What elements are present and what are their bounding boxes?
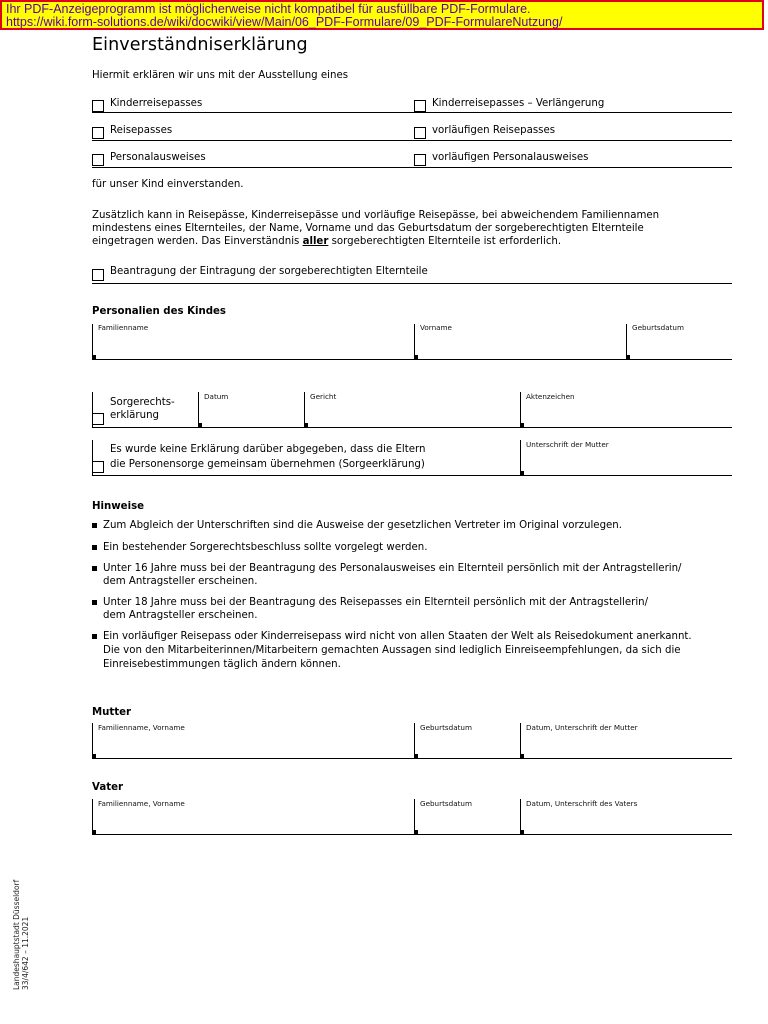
field-underline [92,359,732,360]
emphasis-aller: aller [302,236,329,247]
kind-familienname-input[interactable] [93,332,413,358]
beantragung-label: Beantragung der Eintragung der sorgeberechtigten Elternteile [110,266,428,277]
hinweis-item: Zum Abgleich der Unterschriften sind die Ausweise der gesetzlichen Vertreter im Original vorzulegen. [103,520,622,531]
sorgerecht-label-2: erklärung [110,410,159,421]
pdf-compatibility-banner [0,0,764,30]
vater-heading: Vater [92,782,124,793]
unterschrift-mutter-input[interactable] [521,450,732,474]
bullet-icon [92,523,97,528]
keine-erklaerung-line-1: Es wurde keine Erklärung darüber abgegeben, dass die Eltern [110,444,426,455]
beantragung-checkbox[interactable] [92,269,104,281]
kind-vorname-input[interactable] [415,332,625,358]
divider [92,167,732,168]
consent-text: für unser Kind einverstanden. [92,179,244,190]
kinderreisepass-checkbox[interactable] [92,100,104,112]
additional-line-3-end: sorgeberechtigten Elternteile ist erforderlich. [328,236,562,247]
vater-unterschrift-label: Datum, Unterschrift des Vaters [526,799,638,808]
vater-name-input[interactable] [93,809,413,833]
hinweis-item: Ein vorläufiger Reisepass oder Kinderreisepass wird nicht von allen Staaten der Welt als Reisedokument anerkannt. [103,631,692,642]
kind-geburtsdatum-input[interactable] [627,332,732,358]
mutter-name-label: Familienname, Vorname [98,723,185,732]
hinweise-heading: Hinweise [92,501,145,512]
sorgerecht-gericht-input[interactable] [305,402,519,426]
field-underline [92,427,732,428]
aktenzeichen-label: Aktenzeichen [526,392,575,401]
divider [92,140,732,141]
vater-name-label: Familienname, Vorname [98,799,185,808]
kinderreisepass-verlaengerung-label: Kinderreisepasses – Verlängerung [432,98,605,109]
sorgerecht-label-1: Sorgerechts- [110,397,175,408]
form-reference [12,870,30,990]
familienname-label: Familienname [98,323,149,332]
hinweis-item: Unter 18 Jahre muss bei der Beantragung des Reisepasses ein Elternteil persönlich mit der Antragstellerin/ [103,597,649,608]
hinweis-item: Unter 16 Jahre muss bei der Beantragung des Personalausweises ein Elternteil persönlich mit der Antragstellerin/ [103,563,682,574]
kinderreisepass-label: Kinderreisepasses [110,98,203,109]
personalausweis-label: Personalausweises [110,152,206,163]
hinweis-item-continued: dem Antragsteller erscheinen. [103,610,258,621]
bullet-icon [92,545,97,550]
mutter-name-input[interactable] [93,733,413,757]
geburtsdatum-label: Geburtsdatum [632,323,684,332]
vorname-label: Vorname [420,323,452,332]
hinweis-item-continued: Die von den Mitarbeiterinnen/Mitarbeitern gemachten Aussagen sind lediglich Einreiseempfehlungen, da sich die [103,645,681,656]
field-underline [92,475,732,476]
hinweis-item-continued: Einreisebestimmungen täglich ändern können. [103,659,341,670]
bullet-icon [92,566,97,571]
reisepass-label: Reisepasses [110,125,173,136]
datum-label: Datum [204,392,229,401]
mutter-geburtsdatum-input[interactable] [415,733,519,757]
keine-erklaerung-checkbox[interactable] [92,461,104,473]
banner-link[interactable]: https://wiki.form-solutions.de/wiki/docwiki/view/Main/06_PDF-Formulare/09_PDF-FormulareNutzung/ [6,15,563,29]
keine-erklaerung-line-2: die Personensorge gemeinsam übernehmen (Sorgeerklärung) [110,459,425,470]
vater-unterschrift-input[interactable] [521,809,732,833]
additional-line-2: mindestens eines Elternteiles, der Name, Vorname und das Geburtsdatum der sorgeberechtigten Elternteile [92,223,644,234]
hinweis-item: Ein bestehender Sorgerechtsbeschluss sollte vorgelegt werden. [103,542,428,553]
divider [92,283,732,284]
field-underline [92,758,732,759]
vater-geburtsdatum-input[interactable] [415,809,519,833]
gericht-label: Gericht [310,392,337,401]
unterschrift-mutter-label: Unterschrift der Mutter [526,440,609,449]
vorlaeufiger-personalausweis-label: vorläufigen Personalausweises [432,152,589,163]
bullet-icon [92,634,97,639]
reisepass-checkbox[interactable] [92,127,104,139]
hinweis-item-continued: dem Antragsteller erscheinen. [103,576,258,587]
field-underline [92,834,732,835]
additional-line-3-start: eingetragen werden. Das Einverständnis [92,236,303,247]
sorgerecht-aktenzeichen-input[interactable] [521,402,732,426]
vorlaeufiger-personalausweis-checkbox[interactable] [414,154,426,166]
sorgerecht-datum-input[interactable] [199,402,303,426]
additional-line-1: Zusätzlich kann in Reisepässe, Kinderreisepässe und vorläufige Reisepässe, bei abweichendem Familiennamen [92,210,660,221]
intro-text: Hiermit erklären wir uns mit der Ausstellung eines [92,70,349,81]
page-title: Einverständniserklärung [92,35,308,55]
vorlaeufiger-reisepass-checkbox[interactable] [414,127,426,139]
personalien-heading: Personalien des Kindes [92,306,226,317]
additional-line-3 [92,235,561,249]
mutter-heading: Mutter [92,707,132,718]
vater-geburtsdatum-label: Geburtsdatum [420,799,472,808]
sorgerecht-checkbox[interactable] [92,413,104,425]
vorlaeufiger-reisepass-label: vorläufigen Reisepasses [432,125,556,136]
mutter-unterschrift-input[interactable] [521,733,732,757]
personalausweis-checkbox[interactable] [92,154,104,166]
mutter-unterschrift-label: Datum, Unterschrift der Mutter [526,723,638,732]
issuer-text: Landeshauptstadt Düsseldorf [12,879,21,990]
divider [92,112,732,113]
banner-message: Ihr PDF-Anzeigeprogramm ist möglicherweise nicht kompatibel für ausfüllbare PDF-Formulare. [6,2,531,16]
form-number-text: 33/4/642 – 11.2021 [21,916,30,990]
kinderreisepass-verlaengerung-checkbox[interactable] [414,100,426,112]
mutter-geburtsdatum-label: Geburtsdatum [420,723,472,732]
bullet-icon [92,600,97,605]
